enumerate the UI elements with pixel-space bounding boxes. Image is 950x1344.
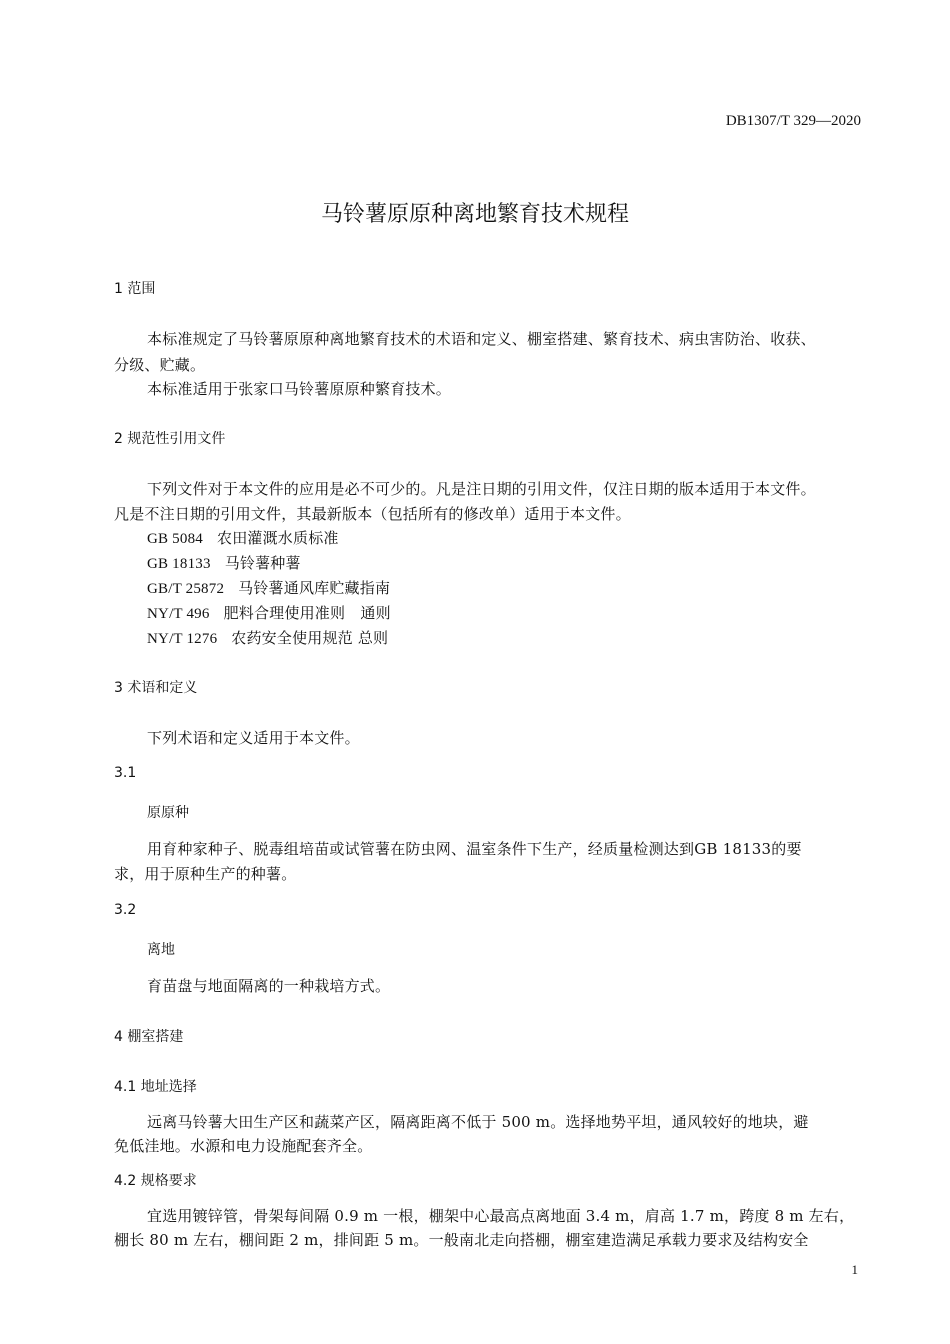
reference-title: 肥料合理使用准则 通则 [223, 604, 391, 622]
reference-item [147, 527, 339, 548]
paragraph-terms-intro: 下列术语和定义适用于本文件。 [147, 729, 360, 747]
paragraph-scope-line1: 本标准规定了马铃薯原原种离地繁育技术的术语和定义、棚室搭建、繁育技术、病虫害防治、收获、 [147, 330, 816, 348]
section-heading-greenhouse: 4 棚室搭建 [114, 1029, 184, 1045]
term-name: 原原种 [147, 805, 189, 821]
paragraph-references-line2: 凡是不注日期的引用文件，其最新版本（包括所有的修改单）适用于本文件。 [114, 505, 631, 523]
reference-title: 农田灌溉水质标准 [217, 529, 339, 547]
paragraph-scope-line2: 分级、贮藏。 [114, 356, 206, 374]
term-number: 3.2 [114, 902, 137, 918]
reference-code: GB 18133 [147, 556, 211, 572]
standard-code: DB1307/T 329—2020 [725, 113, 861, 129]
paragraph-specifications-line2: 棚长 80 m 左右，棚间距 2 m，排间距 5 m。一般南北走向搭棚，棚室建造满足承载力要求及结构安全 [114, 1231, 809, 1249]
term-definition-line2: 求，用于原种生产的种薯。 [114, 865, 297, 883]
reference-title: 农药安全使用规范 总则 [231, 629, 389, 647]
paragraph-site-selection-line1: 远离马铃薯大田生产区和蔬菜产区，隔离距离不低于 500 m。选择地势平坦，通风较好的地块，避 [147, 1113, 809, 1131]
document-title: 马铃薯原原种离地繁育技术规程 [320, 202, 629, 227]
reference-code: GB 5084 [147, 531, 203, 547]
section-heading-scope: 1 范围 [114, 281, 156, 297]
reference-item [147, 627, 388, 648]
term-number: 3.1 [114, 765, 137, 781]
reference-item [147, 552, 301, 573]
term-definition-line1: 用育种家种子、脱毒组培苗或试管薯在防虫网、温室条件下生产，经质量检测达到GB 18133的要 [147, 840, 802, 858]
section-heading-normative-references: 2 规范性引用文件 [114, 431, 226, 447]
term-name: 离地 [147, 942, 175, 958]
subsection-heading-site-selection: 4.1 地址选择 [114, 1079, 197, 1095]
paragraph-references-line1: 下列文件对于本文件的应用是必不可少的。凡是注日期的引用文件，仅注日期的版本适用于本文件。 [147, 480, 816, 498]
reference-code: NY/T 1276 [147, 631, 218, 647]
page-number: 1 [851, 1262, 858, 1277]
reference-item [147, 602, 391, 623]
section-heading-terms: 3 术语和定义 [114, 680, 198, 696]
paragraph-scope-applicability: 本标准适用于张家口马铃薯原原种繁育技术。 [147, 380, 452, 398]
term-definition: 育苗盘与地面隔离的一种栽培方式。 [147, 977, 391, 995]
reference-code: GB/T 25872 [147, 581, 225, 597]
paragraph-specifications-line1: 宜选用镀锌管，骨架每间隔 0.9 m 一根，棚架中心最高点离地面 3.4 m，肩高 1.7 m，跨度 8 m 左右， [147, 1207, 855, 1225]
reference-item [147, 577, 390, 598]
reference-title: 马铃薯种薯 [224, 554, 301, 572]
reference-code: NY/T 496 [147, 606, 210, 622]
reference-title: 马铃薯通风库贮藏指南 [238, 579, 391, 597]
subsection-heading-specifications: 4.2 规格要求 [114, 1173, 197, 1189]
paragraph-site-selection-line2: 免低洼地。水源和电力设施配套齐全。 [114, 1137, 373, 1155]
